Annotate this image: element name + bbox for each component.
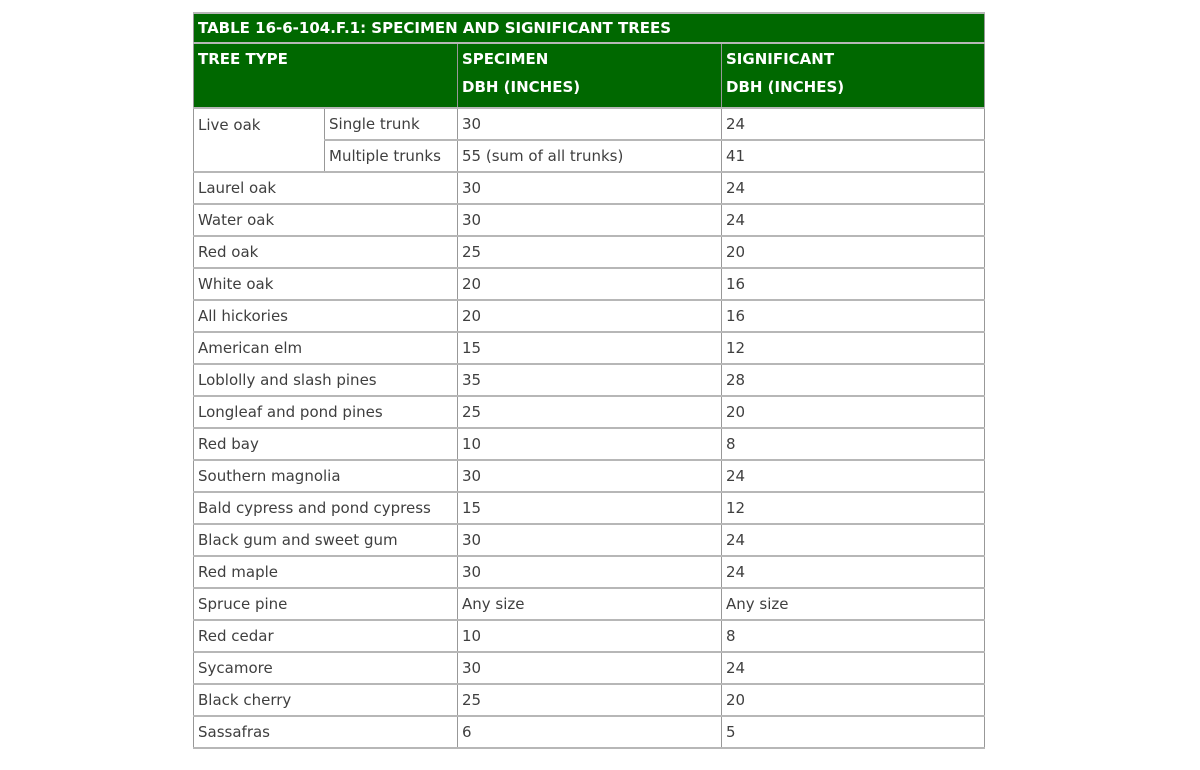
column-header-label: SIGNIFICANT [726,50,835,68]
trunk-type-cell: Single trunk [325,108,458,140]
tree-type-cell: Live oak [194,108,325,172]
tree-type-cell: All hickories [194,300,458,332]
specimen-dbh-cell: Any size [458,588,722,620]
column-header-tree-type [194,43,458,108]
significant-dbh-cell: 12 [722,492,985,524]
column-header-sublabel: DBH (INCHES) [726,78,845,96]
tree-type-cell: White oak [194,268,458,300]
specimen-dbh-cell: 15 [458,492,722,524]
table-row [194,172,985,204]
table-header-row [194,43,985,108]
significant-dbh-cell: 41 [722,140,985,172]
significant-dbh-cell: 20 [722,236,985,268]
specimen-dbh-cell: 30 [458,524,722,556]
significant-dbh-cell: 20 [722,684,985,716]
tree-type-cell: Black gum and sweet gum [194,524,458,556]
significant-dbh-cell: 24 [722,556,985,588]
specimen-dbh-cell: 20 [458,268,722,300]
table-row [194,428,985,460]
tree-type-cell: Loblolly and slash pines [194,364,458,396]
specimen-dbh-cell: 25 [458,396,722,428]
specimen-dbh-cell: 35 [458,364,722,396]
table-row [194,396,985,428]
specimen-dbh-cell: 30 [458,172,722,204]
table-row [194,204,985,236]
column-header-significant-dbh [722,43,985,108]
significant-dbh-cell: 24 [722,172,985,204]
specimen-dbh-cell: 30 [458,460,722,492]
table-row [194,236,985,268]
specimen-dbh-cell: 25 [458,236,722,268]
table-row [194,716,985,748]
significant-dbh-cell: 28 [722,364,985,396]
specimen-dbh-cell: 30 [458,108,722,140]
tree-type-cell: Red oak [194,236,458,268]
column-header-specimen-dbh [458,43,722,108]
table-row [194,652,985,684]
significant-dbh-cell: 20 [722,396,985,428]
specimen-dbh-cell: 30 [458,204,722,236]
significant-dbh-cell: 16 [722,268,985,300]
significant-dbh-cell: 8 [722,620,985,652]
tree-type-cell: American elm [194,332,458,364]
specimen-dbh-cell: 30 [458,556,722,588]
significant-dbh-cell: 8 [722,428,985,460]
specimen-dbh-cell: 25 [458,684,722,716]
significant-dbh-cell: 12 [722,332,985,364]
tree-type-cell: Southern magnolia [194,460,458,492]
table-row [194,524,985,556]
tree-type-cell: Longleaf and pond pines [194,396,458,428]
specimen-dbh-cell: 10 [458,428,722,460]
table-row [194,492,985,524]
trunk-type-cell: Multiple trunks [325,140,458,172]
significant-dbh-cell: 5 [722,716,985,748]
tree-type-cell: Sycamore [194,652,458,684]
specimen-dbh-cell: 30 [458,652,722,684]
tree-type-cell: Red bay [194,428,458,460]
table-row [194,300,985,332]
column-header-sublabel: DBH (INCHES) [462,78,581,96]
column-header-label: TREE TYPE [198,50,288,68]
table-row [194,620,985,652]
significant-dbh-cell: 24 [722,652,985,684]
tree-table-body [194,108,985,748]
tree-type-cell: Water oak [194,204,458,236]
specimen-dbh-cell: 15 [458,332,722,364]
table-row [194,556,985,588]
table-title-row [194,13,985,43]
tree-type-cell: Red maple [194,556,458,588]
significant-dbh-cell: 16 [722,300,985,332]
tree-type-cell: Sassafras [194,716,458,748]
table-row [194,332,985,364]
specimen-dbh-cell: 10 [458,620,722,652]
column-header-label: SPECIMEN [462,50,549,68]
significant-dbh-cell: 24 [722,460,985,492]
table-row [194,268,985,300]
specimen-dbh-cell: 20 [458,300,722,332]
significant-dbh-cell: Any size [722,588,985,620]
table-title: TABLE 16-6-104.F.1: SPECIMEN AND SIGNIFICANT TREES [194,13,985,43]
tree-type-cell: Laurel oak [194,172,458,204]
significant-dbh-cell: 24 [722,204,985,236]
table-row [194,684,985,716]
table-row [194,364,985,396]
specimen-dbh-cell: 55 (sum of all trunks) [458,140,722,172]
significant-dbh-cell: 24 [722,524,985,556]
table-row [194,460,985,492]
table-row [194,588,985,620]
tree-type-cell: Black cherry [194,684,458,716]
table-row [194,108,985,140]
tree-type-cell: Red cedar [194,620,458,652]
tree-type-cell: Spruce pine [194,588,458,620]
specimen-dbh-cell: 6 [458,716,722,748]
specimen-significant-trees-table [193,12,985,749]
tree-type-cell: Bald cypress and pond cypress [194,492,458,524]
significant-dbh-cell: 24 [722,108,985,140]
